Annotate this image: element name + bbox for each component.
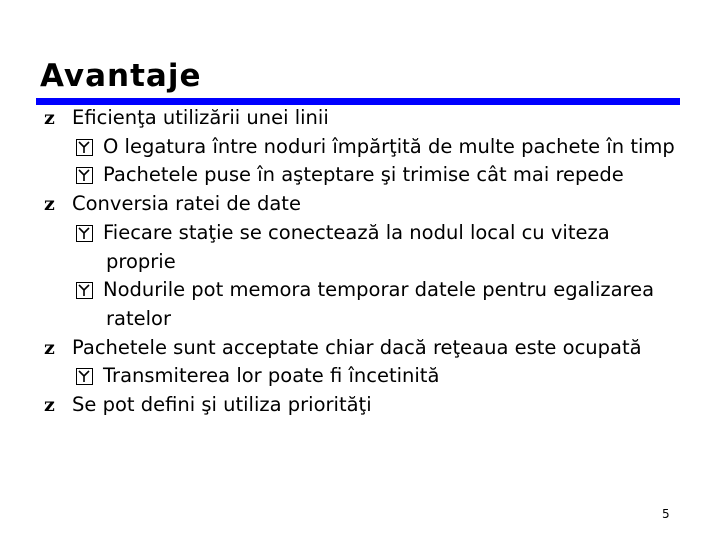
z-bullet-icon: z bbox=[44, 336, 55, 359]
bullet-text: Conversia ratei de date bbox=[72, 192, 301, 216]
bullet-text: Se pot defini şi utiliza priorităţi bbox=[72, 393, 372, 417]
bullet-item bbox=[44, 334, 684, 363]
sub-bullet-item bbox=[44, 133, 684, 162]
bullet-item bbox=[44, 190, 684, 219]
checkbox-y-bullet-icon bbox=[76, 139, 93, 156]
sub-bullet-text: Nodurile pot memora temporar datele pentru egalizarea ratelor bbox=[103, 278, 655, 330]
sub-bullet-text: Pachetele puse în aşteptare şi trimise cât mai repede bbox=[103, 163, 624, 187]
bullet-text: Eficienţa utilizării unei linii bbox=[72, 106, 329, 129]
sub-bullet-item bbox=[44, 219, 684, 276]
sub-bullet-text: Fiecare staţie se conectează la nodul local cu viteza proprie bbox=[103, 220, 610, 273]
z-bullet-icon: z bbox=[44, 394, 55, 417]
z-bullet-icon: z bbox=[44, 193, 55, 216]
sub-bullet-text: Transmiterea lor poate fi încetinită bbox=[103, 364, 440, 388]
sub-bullet-text: O legatura între noduri împărţită de multe pachete în timp bbox=[103, 134, 675, 158]
sub-bullet-item bbox=[44, 276, 684, 333]
sub-bullet-item bbox=[44, 362, 684, 391]
checkbox-y-bullet-icon bbox=[76, 368, 93, 385]
z-bullet-icon: z bbox=[44, 107, 55, 129]
bullet-list bbox=[44, 104, 684, 420]
bullet-text: Pachetele sunt acceptate chiar dacă reţeaua este ocupată bbox=[72, 335, 642, 359]
page-number: 5 bbox=[662, 507, 670, 521]
bullet-item bbox=[44, 104, 684, 133]
sub-bullet-item bbox=[44, 161, 684, 190]
checkbox-y-bullet-icon bbox=[76, 282, 93, 299]
bullet-item bbox=[44, 391, 684, 420]
slide-title: Avantaje bbox=[40, 58, 202, 94]
checkbox-y-bullet-icon bbox=[76, 167, 93, 184]
checkbox-y-bullet-icon bbox=[76, 225, 93, 242]
